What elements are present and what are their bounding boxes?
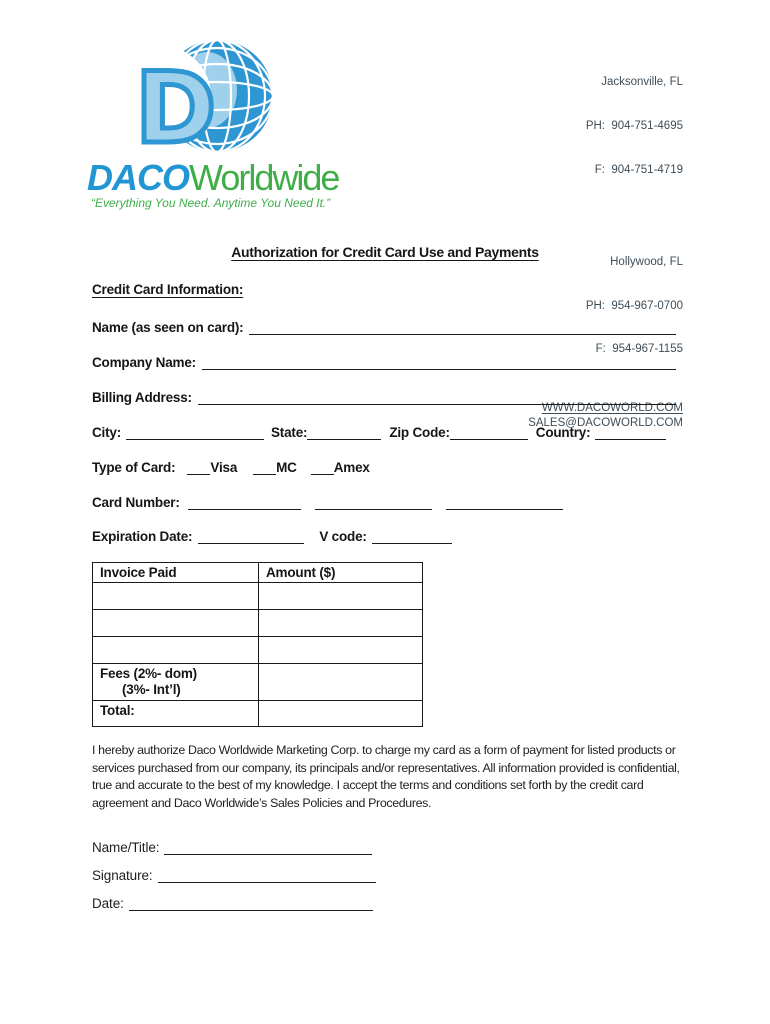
jacksonville-city: Jacksonville, FL	[601, 76, 683, 89]
billing-address-row	[92, 390, 676, 405]
daco-globe-logo-icon	[133, 38, 275, 160]
signature-label: Signature:	[92, 868, 153, 883]
brand-tagline: “Everything You Need. Anytime You Need It.”	[91, 196, 331, 210]
card-number-row	[92, 495, 563, 510]
email-text: SALES@DACOWORLD.COM	[528, 416, 683, 429]
fees-amount-cell[interactable]	[259, 664, 423, 701]
expiration-label: Expiration Date:	[92, 529, 193, 544]
card-type-row	[92, 460, 370, 475]
state-line[interactable]	[307, 439, 381, 440]
name-label: Name (as seen on card):	[92, 320, 244, 335]
website-link[interactable]: WWW.DACOWORLD.COM	[541, 402, 683, 415]
total-amount-cell[interactable]	[259, 701, 423, 727]
company-label: Company Name:	[92, 355, 196, 370]
svg-text:D: D	[135, 52, 217, 160]
fees-row	[93, 664, 423, 701]
section-heading-credit-card-info: Credit Card Information:	[92, 282, 244, 297]
brand-wordmark	[87, 157, 339, 198]
invoice-row-2	[93, 610, 423, 637]
brand-daco: DACO	[87, 157, 189, 198]
contact-info-block	[528, 46, 683, 430]
signature-line[interactable]	[158, 882, 376, 883]
invoice-row-3	[93, 637, 423, 664]
invoice-table-header-row	[93, 563, 423, 583]
billing-address-label: Billing Address:	[92, 390, 192, 405]
invoice-table	[92, 562, 423, 727]
country-line[interactable]	[595, 439, 666, 440]
vcode-line[interactable]	[372, 543, 452, 544]
invoice-paid-header: Invoice Paid	[93, 563, 259, 583]
name-title-line[interactable]	[164, 854, 372, 855]
fees-line1: Fees (2%- dom)	[100, 666, 197, 681]
fees-label-cell	[93, 664, 259, 701]
expiration-row	[92, 529, 452, 544]
hollywood-phone: PH: 954-967-0700	[585, 299, 683, 312]
city-state-zip-row	[92, 425, 666, 440]
authorization-paragraph: I hereby authorize Daco Worldwide Marketing Corp. to charge my card as a form of payment for listed products or services purchased from our company, its principals and/or representatives. All information provided is confidential, true and accurate to the best of my knowledge. I accept the terms and conditions set forth by the credit card agreement and Daco Worldwide’s Sales Policies and Procedures.	[92, 743, 680, 810]
amount-header: Amount ($)	[259, 563, 423, 583]
jacksonville-phone: PH: 904-751-4695	[585, 119, 683, 132]
amex-option-label: Amex	[333, 460, 370, 475]
card-number-label: Card Number:	[92, 495, 180, 510]
name-title-label: Name/Title:	[92, 840, 160, 855]
invoice-cell[interactable]	[93, 637, 259, 664]
card-number-line-1[interactable]	[188, 509, 301, 510]
company-row	[92, 355, 676, 370]
date-row	[92, 896, 373, 911]
date-label: Date:	[92, 896, 124, 911]
vcode-label: V code:	[319, 529, 367, 544]
amex-option-line[interactable]	[311, 474, 334, 475]
document-title: Authorization for Credit Card Use and Payments	[231, 244, 539, 260]
mc-option-label: MC	[276, 460, 297, 475]
total-row	[93, 701, 423, 727]
invoice-cell[interactable]	[93, 610, 259, 637]
visa-option-label: Visa	[210, 460, 238, 475]
amount-cell[interactable]	[259, 610, 423, 637]
invoice-row-1	[93, 583, 423, 610]
hollywood-fax: F: 954-967-1155	[595, 343, 683, 356]
date-line[interactable]	[129, 910, 373, 911]
name-line[interactable]	[249, 334, 676, 335]
card-type-label: Type of Card:	[92, 460, 176, 475]
amount-cell[interactable]	[259, 583, 423, 610]
card-number-line-3[interactable]	[446, 509, 563, 510]
name-row	[92, 320, 676, 335]
city-label: City:	[92, 425, 121, 440]
visa-option-line[interactable]	[187, 474, 210, 475]
state-label: State:	[271, 425, 308, 440]
company-line[interactable]	[202, 369, 676, 370]
billing-address-line[interactable]	[198, 404, 676, 405]
signature-row	[92, 868, 376, 883]
fees-line2: (3%- Int’l)	[122, 682, 181, 697]
name-title-row	[92, 840, 372, 855]
card-number-line-2[interactable]	[315, 509, 432, 510]
invoice-cell[interactable]	[93, 583, 259, 610]
city-line[interactable]	[126, 439, 264, 440]
hollywood-city: Hollywood, FL	[610, 255, 683, 268]
brand-worldwide: Worldwide	[189, 157, 339, 198]
expiration-line[interactable]	[198, 543, 304, 544]
amount-cell[interactable]	[259, 637, 423, 664]
zip-line[interactable]	[450, 439, 528, 440]
jacksonville-fax: F: 904-751-4719	[594, 163, 683, 176]
total-label-cell: Total:	[93, 701, 259, 727]
mc-option-line[interactable]	[253, 474, 276, 475]
country-label: Country:	[535, 425, 591, 440]
zip-label: Zip Code:	[389, 425, 450, 440]
